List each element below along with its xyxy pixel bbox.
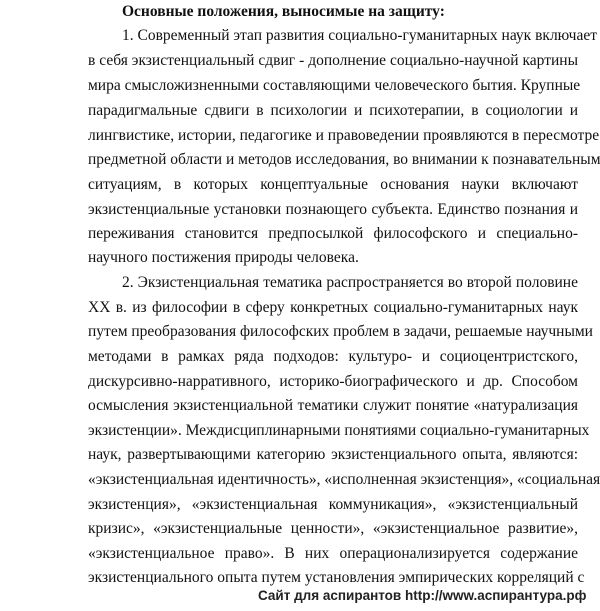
text-line: кризис», «экзистенциальные ценности», «экзистенциальное развитие»,: [88, 520, 578, 537]
text-line: предметной области и методов исследования, во внимании к познавательным: [88, 151, 600, 168]
text-line: ситуациям, в которых концептуальные основания науки включают: [88, 176, 578, 193]
text-line: наук, развертывающими категорию экзистенциального опыта, являются:: [88, 446, 578, 463]
text-line: экзистенциального опыта путем установления эмпирических корреляций с: [88, 569, 585, 586]
text-line: в себя экзистенциальный сдвиг - дополнение социально-научной картины: [88, 52, 578, 69]
text-line: дискурсивно-нарративного, историко-биографического и др. Способом: [88, 373, 578, 390]
text-line: научного постижения природы человека.: [88, 249, 359, 266]
site-watermark: Сайт для аспирантов http://www.аспирантура.рф: [258, 588, 587, 603]
text-line: мира смысложизненными составляющими человеческого бытия. Крупные: [88, 77, 581, 94]
text-line: методами в рамках ряда подходов: культуро- и социоцентристского,: [88, 348, 578, 365]
text-line: «экзистенциальное право». В них операционализируется содержание: [88, 545, 578, 562]
text-line: экзистенциальные установки познающего субъекта. Единство познания и: [88, 201, 578, 218]
text-line: путем преобразования философских проблем в задачи, решаемые научными: [88, 323, 593, 340]
text-line: парадигмальные сдвиги в психологии и психотерапии, в социологии и: [88, 102, 578, 119]
text-line: осмысления экзистенциальной тематики служит понятие «натурализация: [88, 397, 578, 414]
text-line: экзистенции». Междисциплинарными понятиями социально-гуманитарных: [88, 422, 590, 439]
text-line: экзистенция», «экзистенциальная коммуникация», «экзистенциальный: [88, 496, 578, 513]
text-line: 1. Современный этап развития социально-гуманитарных наук включает: [122, 27, 597, 44]
text-line: переживания становится предпосылкой философского и специально-: [88, 225, 578, 242]
text-line: XX в. из философии в сферу конкретных социально-гуманитарных наук: [88, 299, 578, 316]
text-line: «экзистенциальная идентичность», «исполненная экзистенция», «социальная: [88, 471, 600, 488]
text-line: 2. Экзистенциальная тематика распространяется во второй половине: [122, 274, 578, 291]
text-line: лингвистике, истории, педагогике и правоведении проявляются в пересмотре: [88, 127, 600, 144]
section-heading: Основные положения, выносимые на защиту:: [122, 3, 445, 20]
